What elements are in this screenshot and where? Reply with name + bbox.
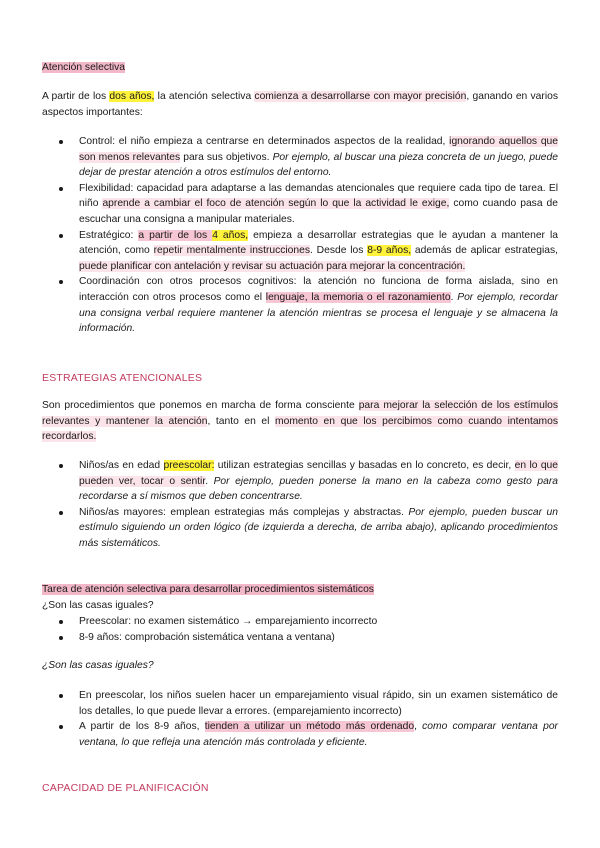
list-item-8-9-casas: 8-9 años: comprobación sistemática ventana a ventana) xyxy=(79,630,558,646)
list-item-preescolar: Niños/as en edad preescolar: utilizan estrategias sencillas y basadas en lo concreto, es decir, en lo que pueden ver, tocar o sentir. Por ejemplo, pueden ponerse la mano en la cabeza como gesto para recordarse a sí mismos que deben concentrarse. xyxy=(79,458,558,505)
heading-tarea-atencion: Tarea de atención selectiva para desarrollar procedimientos sistemáticos xyxy=(42,584,374,595)
paragraph-intro-estrategias: Son procedimientos que ponemos en marcha de forma consciente para mejorar la selección de los estímulos relevantes y mantener la atención, tanto en el momento en que los percibimos como cuando intentamos recordarlos. xyxy=(42,400,558,443)
list-item-flexibilidad: Flexibilidad: capacidad para adaptarse a las demandas atencionales que requiere cada tipo de tarea. El niño aprende a cambiar el foco de atención según lo que la actividad le exige, como cuando pasa de escuchar una consigna a manipular materiales. xyxy=(79,181,558,228)
list-item-control: Control: el niño empieza a centrarse en determinados aspectos de la realidad, ignorando aquellos que son menos relevantes para sus objetivos. Por ejemplo, al buscar una pieza concreta de un juego, puede dejar de prestar atención a otros estímulos del entorno. xyxy=(79,134,558,181)
paragraph-intro-atencion: A partir de los dos años, la atención selectiva comienza a desarrollarse con mayor precisión, ganando en varios aspectos importantes: xyxy=(42,91,558,118)
list-casas-1 xyxy=(42,614,558,645)
list-estrategias xyxy=(42,458,558,552)
list-aspectos-atencion xyxy=(42,134,558,337)
list-item-estrategico: Estratégico: a partir de los 4 años, empieza a desarrollar estrategias que le ayudan a mantener la atención, como repetir mentalmente instrucciones. Desde los 8-9 años, además de aplicar estrategias, puede planificar con antelación y revisar su actuación para mejorar la concentración. xyxy=(79,228,558,275)
heading-capacidad-planificacion: CAPACIDAD DE PLANIFICACIÓN xyxy=(42,782,209,794)
list-item-mayores: Niños/as mayores: emplean estrategias más complejas y abstractas. Por ejemplo, pueden buscar un estímulo siguiendo un orden lógico (de izquierda a derecha, de arriba abajo), aplicando procedimientos más sistemáticos. xyxy=(79,505,558,552)
list-item-coordinacion: Coordinación con otros procesos cognitivos: la atención no funciona de forma aislada, sino en interacción con otros procesos como el lenguaje, la memoria o el razonamiento. Por ejemplo, recordar una consigna verbal requiere mantener la atención mientras se procesa el lenguaje y se almacena la información. xyxy=(79,274,558,336)
list-item-preescolar-casas: Preescolar: no examen sistemático → emparejamiento incorrecto xyxy=(79,614,558,630)
list-casas-2 xyxy=(42,688,558,750)
heading-atencion-selectiva: Atención selectiva xyxy=(42,62,125,73)
heading-estrategias-atencionales: ESTRATEGIAS ATENCIONALES xyxy=(42,372,203,384)
list-item-metodo-ordenado: A partir de los 8-9 años, tienden a utilizar un método más ordenado, como comparar ventana por ventana, lo que refleja una atención más controlada y eficiente. xyxy=(79,719,558,750)
list-item-emparejamiento: En preescolar, los niños suelen hacer un emparejamiento visual rápido, sin un examen sistemático de los detalles, lo que puede llevar a errores. (emparejamiento incorrecto) xyxy=(79,688,558,719)
question-casas-1: ¿Son las casas iguales? xyxy=(42,600,154,611)
question-casas-2: ¿Son las casas iguales? xyxy=(42,660,154,671)
